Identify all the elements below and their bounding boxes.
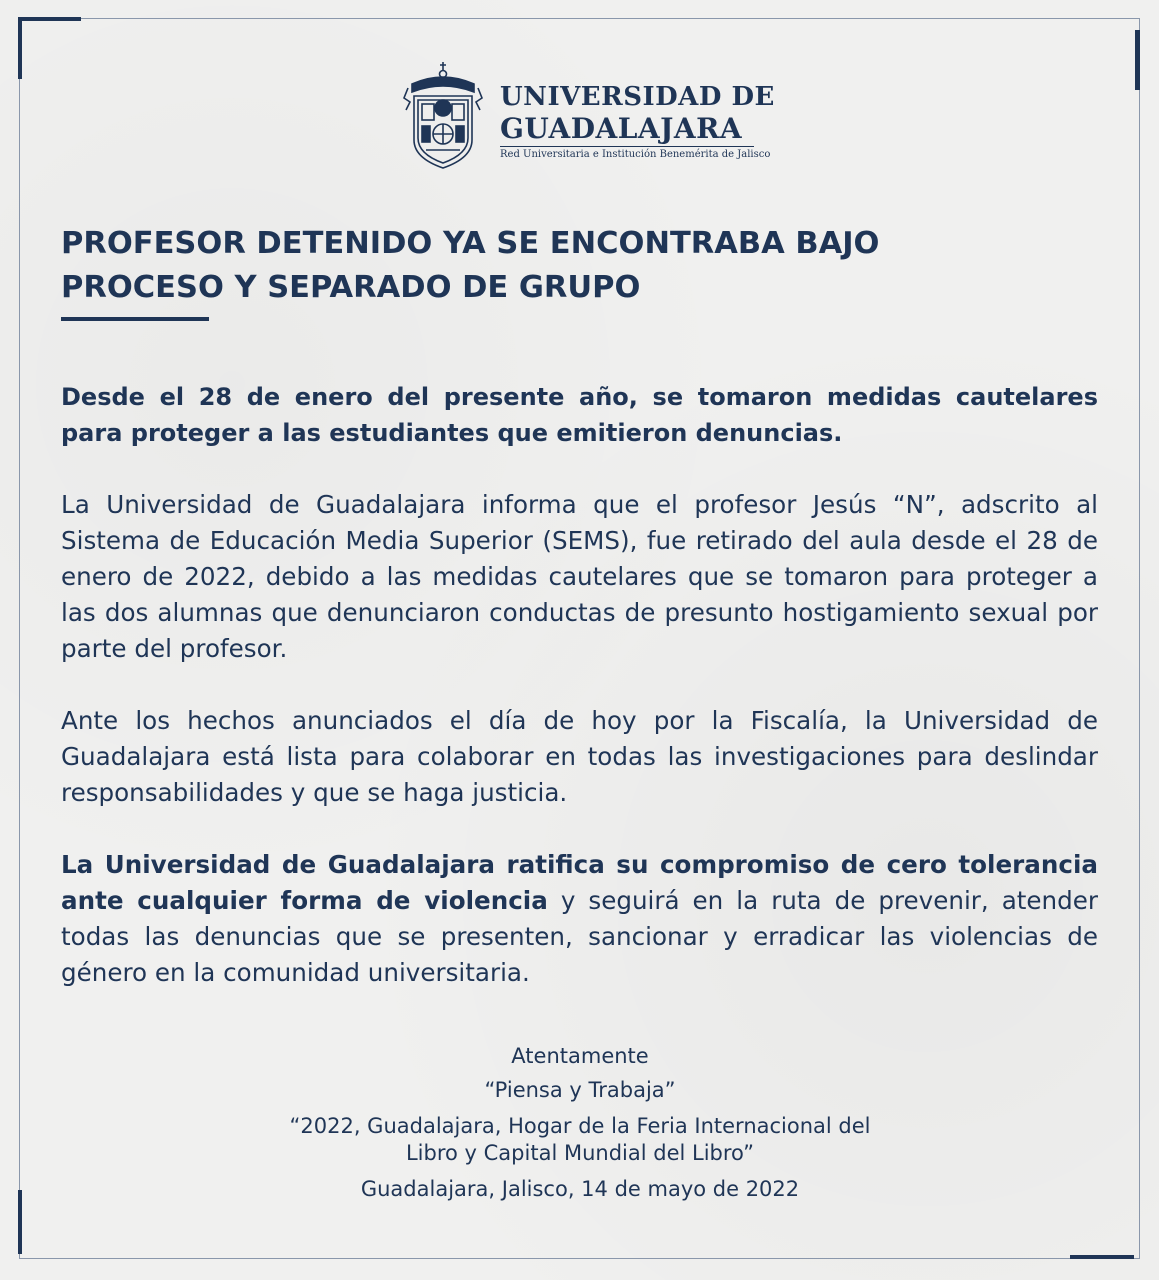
commitment-continuation: y seguirá en la ruta de prevenir, atender todas las denuncias que se presenten, sancionar y erradicar las violencias de género en la comunidad universitaria. [61, 886, 1098, 987]
university-shield-icon [400, 62, 486, 170]
closing-year-legend-1: “2022, Guadalajara, Hogar de la Feria Internacional del [289, 1114, 871, 1138]
lead-paragraph: Desde el 28 de enero del presente año, se tomaron medidas cautelares para proteger a las estudiantes que emitieron denuncias. [61, 383, 1098, 447]
closing-place-date: Guadalajara, Jalisco, 14 de mayo de 2022 [360, 1177, 800, 1201]
frame-corner-accent [18, 17, 22, 79]
frame-corner-accent [19, 17, 81, 21]
logo-divider [500, 146, 754, 147]
headline-underline [61, 317, 209, 321]
university-logo [400, 62, 775, 172]
body-paragraph-2: Ante los hechos anunciados el día de hoy por la Fiscalía, la Universidad de Guadalajara está lista para colaborar en todas las investigaciones para deslindar responsabilidades y que se haga justicia. [61, 706, 1098, 807]
headline [61, 222, 1098, 310]
frame-corner-accent [18, 1190, 22, 1254]
closing-year-legend-2: Libro y Capital Mundial del Libro” [405, 1141, 755, 1165]
headline-line1: PROFESOR DETENIDO YA SE ENCONTRABA BAJO [61, 226, 880, 261]
commitment-highlight: La Universidad de Guadalajara ratifica su compromiso de cero tolerancia ante cualquier forma de violencia [61, 850, 1098, 915]
closing-motto: “Piensa y Trabaja” [484, 1078, 676, 1102]
frame-corner-accent [1070, 1255, 1134, 1259]
logo-title-line2: GUADALAJARA [500, 112, 743, 145]
closing-salutation: Atentamente [511, 1044, 649, 1068]
headline-line2: PROCESO Y SEPARADO DE GRUPO [61, 270, 641, 305]
body-paragraph-3 [61, 847, 1098, 991]
logo-subtitle: Red Universitaria e Institución Benemérita de Jalisco [500, 149, 771, 160]
logo-title-line1: UNIVERSIDAD DE [500, 82, 775, 112]
body-paragraph-1: La Universidad de Guadalajara informa que el profesor Jesús “N”, adscrito al Sistema de Educación Media Superior (SEMS), fue retirado del aula desde el 28 de enero de 2022, debido a las medidas cautelares que se tomaron para proteger a las dos alumnas que denunciaron conductas de presunto hostigamiento sexual por parte del profesor. [61, 490, 1098, 663]
frame-corner-accent [1135, 30, 1140, 90]
